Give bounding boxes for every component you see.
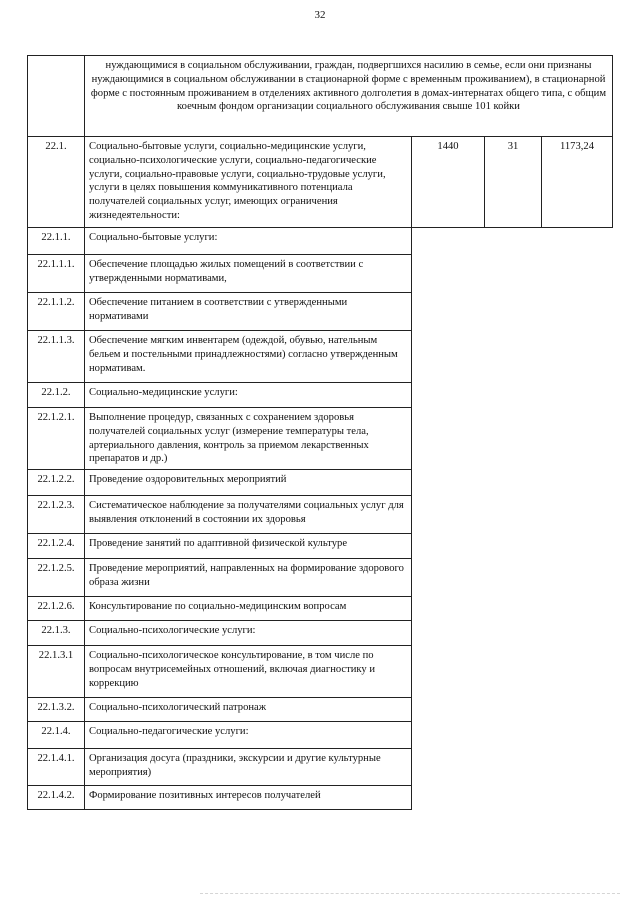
row-text: Организация досуга (праздники, экскурсии и другие культурные мероприятия) — [85, 749, 412, 786]
page-number: 32 — [314, 9, 326, 21]
header-row-number-cell — [28, 56, 85, 137]
row-number: 22.1.1. — [28, 228, 85, 255]
row-number: 22.1.1.3. — [28, 331, 85, 383]
header-row — [28, 56, 613, 137]
row-number: 22.1.3.2. — [28, 698, 85, 722]
row-number: 22.1. — [28, 137, 85, 228]
row-number: 22.1.2.6. — [28, 597, 85, 621]
row-text: Социально-медицинские услуги: — [85, 383, 412, 408]
services-table — [27, 55, 613, 810]
row-number: 22.1.4.1. — [28, 749, 85, 786]
row-number: 22.1.1.1. — [28, 255, 85, 293]
row-text: Социально-бытовые услуги, социально-медицинские услуги, социально-психологические услуги, социально-педагогические услуги, социально-правовые услуги, социально-трудовые услуги, услуги в целях повышения коммуникативного потенциала получателей социальных услуг, имеющих ограничения жизнедеятельности: — [85, 137, 412, 228]
row-text: Социально-психологические услуги: — [85, 621, 412, 646]
row-number: 22.1.2.4. — [28, 534, 85, 559]
row-number: 22.1.1.2. — [28, 293, 85, 331]
summary-value-2: 31 — [485, 137, 542, 228]
row-number: 22.1.2. — [28, 383, 85, 408]
row-number: 22.1.4.2. — [28, 786, 85, 810]
summary-row — [28, 137, 613, 228]
row-text: Социально-психологическое консультирование, в том числе по вопросам внутрисемейных отношений, включая диагностику и коррекцию — [85, 646, 412, 698]
row-text: Консультирование по социально-медицинским вопросам — [85, 597, 412, 621]
row-text: Обеспечение мягким инвентарем (одеждой, обувью, нательным бельем и постельными принадлежностями) согласно утвержденным нормативам. — [85, 331, 412, 383]
row-text: Проведение оздоровительных мероприятий — [85, 470, 412, 496]
row-number: 22.1.2.2. — [28, 470, 85, 496]
row-number: 22.1.2.1. — [28, 408, 85, 470]
row-text: Формирование позитивных интересов получателей — [85, 786, 412, 810]
row-text: Социально-педагогические услуги: — [85, 722, 412, 749]
empty-values-area — [412, 228, 613, 810]
scan-artifact-line — [200, 893, 620, 895]
category-description: нуждающимися в социальном обслуживании, граждан, подвергшихся насилию в семье, если они признаны нуждающимися в социальном обслуживании в стационарной форме с временным проживанием), в стационарной форме с постоянным проживанием в отделениях активного долголетия в домах-интернатах общего типа, с общим коечным фондом организации социального обслуживания свыше 101 койки — [85, 56, 613, 137]
row-text: Обеспечение площадью жилых помещений в соответствии с утвержденными нормативами, — [85, 255, 412, 293]
row-number: 22.1.4. — [28, 722, 85, 749]
row-text: Выполнение процедур, связанных с сохранением здоровья получателей социальных услуг (измерение температуры тела, артериального давления, контроль за приемом лекарственных препаратов и др.) — [85, 408, 412, 470]
row-number: 22.1.3.1 — [28, 646, 85, 698]
row-text: Социально-психологический патронаж — [85, 698, 412, 722]
row-text: Проведение мероприятий, направленных на формирование здорового образа жизни — [85, 559, 412, 597]
row-number: 22.1.2.5. — [28, 559, 85, 597]
row-text: Систематическое наблюдение за получателями социальных услуг для выявления отклонений в состоянии их здоровья — [85, 496, 412, 534]
summary-value-3: 1173,24 — [542, 137, 613, 228]
summary-value-1: 1440 — [412, 137, 485, 228]
row-number: 22.1.3. — [28, 621, 85, 646]
row-text: Социально-бытовые услуги: — [85, 228, 412, 255]
row-text: Проведение занятий по адаптивной физической культуре — [85, 534, 412, 559]
table-row — [28, 228, 613, 255]
row-text: Обеспечение питанием в соответствии с утвержденными нормативами — [85, 293, 412, 331]
row-number: 22.1.2.3. — [28, 496, 85, 534]
